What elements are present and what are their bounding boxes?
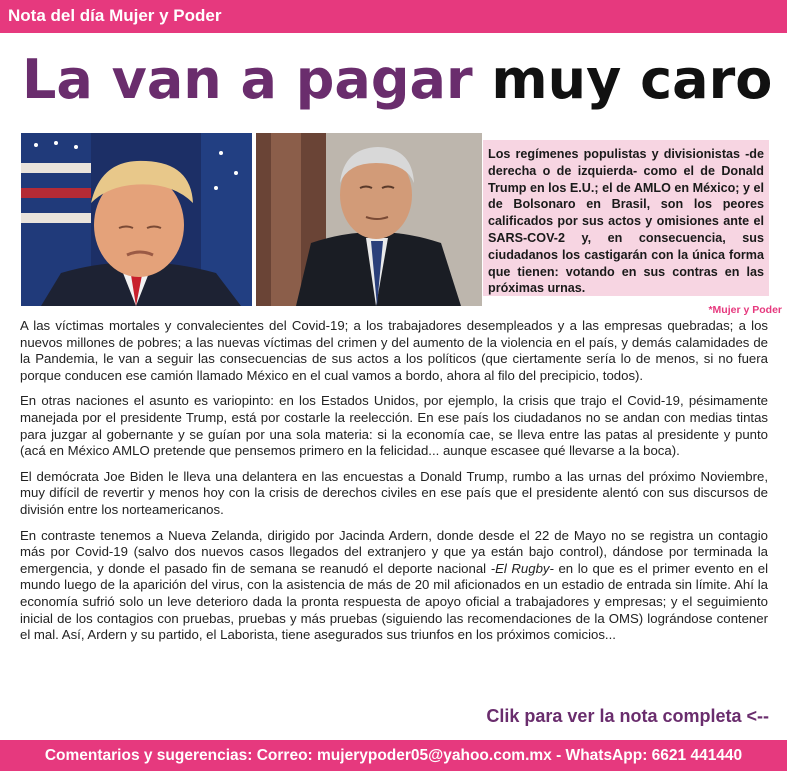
headline bbox=[22, 40, 782, 120]
footer-contact: Comentarios y sugerencias: Correo: mujerypoder05@yahoo.com.mx - WhatsApp: 6621 441440 bbox=[44, 747, 743, 764]
footer-bar bbox=[0, 740, 787, 771]
summary-box: Los regímenes populistas y divisionistas -de derecha o de izquierda- como el de Donald Trump en los E.U.; el de AMLO en México; y el de Bolsonaro en Brasil, son los peores calificados por sus actos y omisiones ante el SARS-COV-2 y, en consecuencia, sus ciudadanos los castigarán con la única forma que tienen: votando en sus contras en las próximas urnas. bbox=[483, 140, 769, 296]
article-paragraph-2: En otras naciones el asunto es variopinto: en los Estados Unidos, por ejemplo, la crisis que trajo el Covid-19, pésimamente manejada por el presidente Trump, está por costarle la reelección. En ese país los ciudadanos no se andan con medias tintas para juzgar al gobernante y se guían por una sola materia: si la economía cae, se lleva entre las patas al presidente y punto (acá en México AMLO pretende que pensemos primero en la felicidad... aunque escasee qué llevarse a la boca). bbox=[20, 393, 768, 459]
article-paragraph-3: El demócrata Joe Biden le lleva una delantera en las encuestas a Donald Trump, rumbo a las urnas del próximo Noviembre, muy difícil de revertir y menos hoy con la crisis de derechos civiles en ese país que el presidente alentó con sus discursos de división entre los norteamericanos. bbox=[20, 468, 768, 517]
photo-trump bbox=[21, 133, 252, 306]
article-paragraph-4-start: En contraste tenemos a Nueva Zelanda, dirigido por Jacinda Ardern, donde desde el 22 de Mayo no se registra un contagio más por Covid-19 (salvo dos nuevos casos llegados del extranjero y que ya están bajo control), dándose por terminada la emergencia, y donde el pasado fin de semana se reanudó el deporte nacional bbox=[20, 527, 768, 576]
article-paragraph-4-emphasis: -El Rugby- bbox=[490, 560, 554, 576]
headline-part-1: La van a pagar bbox=[22, 48, 473, 111]
article-body bbox=[20, 318, 768, 653]
article-paragraph-4 bbox=[20, 528, 768, 644]
read-more-link[interactable]: Clik para ver la nota completa <-- bbox=[486, 706, 769, 726]
header-bar bbox=[0, 0, 787, 33]
summary-credit: *Mujer y Poder bbox=[708, 304, 782, 316]
article-paragraph-4-end: en lo que es el primer evento en el mundo luego de la aparición del virus, con la asistencia de más de 20 mil aficionados en un estadio de entrada sin límite. Ahí la economía sufrió solo un leve deterioro dada la pronta respuesta de apoyo oficial a trabajadores y empresas; y el seguimiento inicial de los contagios con pruebas, pruebas y más pruebas (siguiendo las recomendaciones de la OMS) lográndose contener el mal. Así, Ardern y su partido, el Laborista, tiene asegurados sus triunfos en los próximos comicios... bbox=[20, 560, 769, 643]
article-paragraph-1: A las víctimas mortales y convalecientes del Covid-19; a los trabajadores desempleados y a las empresas quebradas; a los nuevos millones de pobres; a las nuevas víctimas del crimen y del aumento de la violencia en el país, y demás calamidades de la Pandemia, le van a seguir las consecuencias de sus actos a los políticos (que ciertamente sería lo de menos, si no fuera porque conducen ese camión llamado México en el cual vamos a bordo, ahora al filo del precipicio, todos). bbox=[20, 318, 768, 383]
photo-amlo bbox=[256, 133, 482, 306]
headline-part-2: muy caro bbox=[491, 48, 773, 111]
amlo-photo-illustration bbox=[256, 133, 482, 306]
trump-photo-illustration bbox=[21, 133, 252, 306]
header-label: Nota del día Mujer y Poder bbox=[8, 6, 222, 25]
